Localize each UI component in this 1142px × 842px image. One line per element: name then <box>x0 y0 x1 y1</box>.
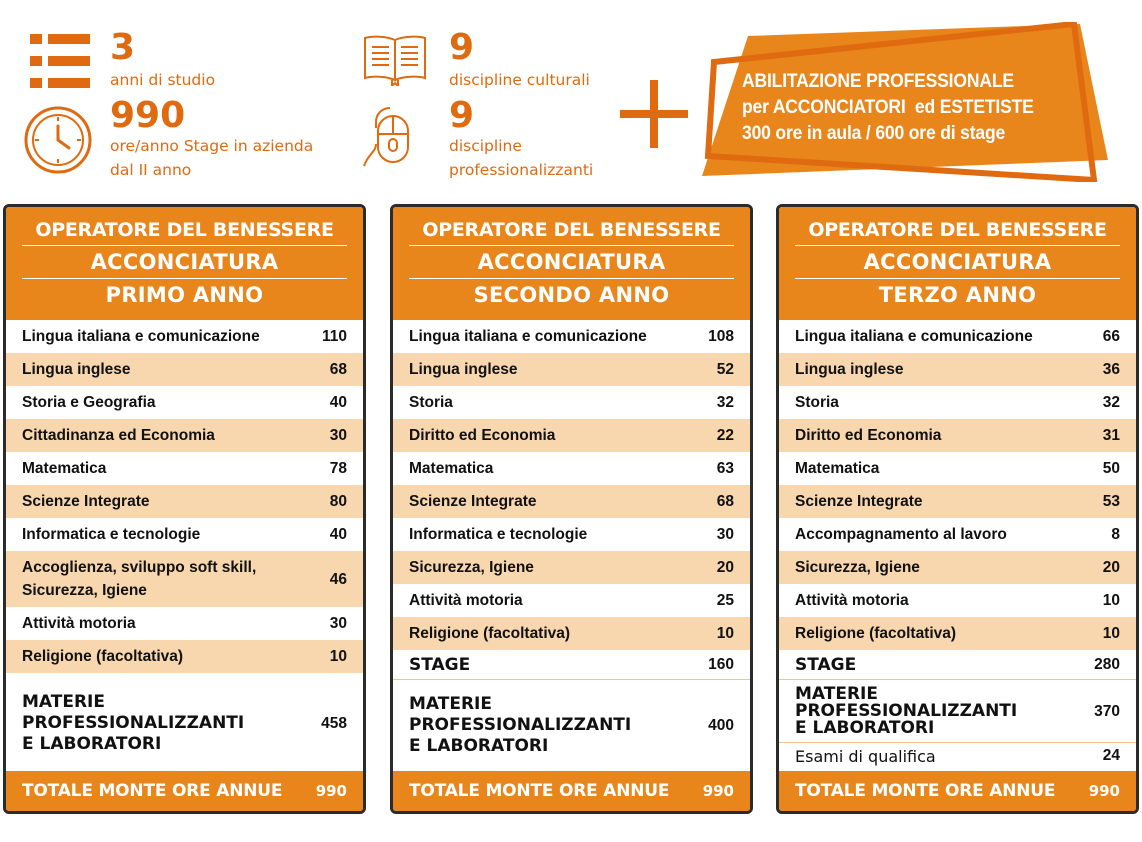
row-value: 32 <box>1102 393 1120 411</box>
table-row <box>779 617 1136 650</box>
materie-value: 370 <box>1094 702 1120 720</box>
table-title-spec: ACCONCIATURA <box>90 250 279 274</box>
table-row <box>779 386 1136 419</box>
table-row <box>6 640 363 673</box>
total-label: TOTALE MONTE ORE ANNUE <box>409 781 670 801</box>
table-row <box>393 485 750 518</box>
row-label: Attività motoria <box>409 591 523 609</box>
row-label: Attività motoria <box>795 591 909 609</box>
row-label: Accompagnamento al lavoro <box>795 525 1007 543</box>
row-label: Diritto ed Economia <box>795 426 942 444</box>
row-label: Matematica <box>409 459 494 477</box>
row-value: 80 <box>329 492 347 510</box>
row-value: 53 <box>1102 492 1120 510</box>
table-row <box>393 353 750 386</box>
mouse-icon <box>362 104 428 170</box>
row-value: 20 <box>1102 558 1120 576</box>
table-row <box>779 452 1136 485</box>
row-label: Scienze Integrate <box>22 492 150 510</box>
row-label: Lingua italiana e comunicazione <box>409 327 647 345</box>
row-value: 50 <box>1102 459 1120 477</box>
materie-value: 400 <box>708 716 734 734</box>
row-value: 31 <box>1102 426 1120 444</box>
table-row <box>6 320 363 353</box>
cultural-label: discipline culturali <box>449 71 590 89</box>
total-value: 990 <box>1088 782 1120 800</box>
table-row <box>6 551 363 607</box>
row-label: Accoglienza, sviluppo soft skill, Sicurezza, Igiene <box>22 559 257 599</box>
table-title-year: PRIMO ANNO <box>105 283 264 307</box>
table-row <box>393 617 750 650</box>
stage-value: 280 <box>1094 655 1120 673</box>
table-row <box>393 518 750 551</box>
table-primo-anno <box>3 204 366 814</box>
table-title-spec: ACCONCIATURA <box>863 250 1052 274</box>
row-value: 10 <box>716 624 734 642</box>
list-icon <box>30 34 90 88</box>
row-label: Religione (facoltativa) <box>795 624 957 642</box>
row-label: Cittadinanza ed Economia <box>22 426 215 444</box>
hours-label-line1: ore/anno Stage in azienda <box>110 137 314 155</box>
row-label: Scienze Integrate <box>409 492 537 510</box>
materie-line3: E LABORATORI <box>795 717 935 738</box>
professional-label-line1: discipline <box>449 137 522 155</box>
clock-icon <box>22 104 94 176</box>
table-row <box>779 584 1136 617</box>
table-title-year: SECONDO ANNO <box>473 283 670 307</box>
table-title-course: OPERATORE DEL BENESSERE <box>422 219 721 241</box>
exam-label: Esami di qualifica <box>795 746 936 766</box>
table-row <box>6 386 363 419</box>
row-label: Informatica e tecnologie <box>22 525 201 543</box>
stage-row <box>393 650 750 680</box>
table-row <box>6 419 363 452</box>
table-title-course: OPERATORE DEL BENESSERE <box>35 219 334 241</box>
table-header <box>6 207 363 320</box>
materie-line3: E LABORATORI <box>409 735 549 756</box>
row-value: 30 <box>329 614 347 632</box>
materie-label <box>409 694 690 757</box>
row-label: Matematica <box>795 459 880 477</box>
row-value: 78 <box>329 459 347 477</box>
abilitazione-text <box>742 68 1034 146</box>
stage-label: STAGE <box>795 654 857 675</box>
row-label: Diritto ed Economia <box>409 426 556 444</box>
hours-label-line2: dal II anno <box>110 161 192 179</box>
row-value: 36 <box>1102 360 1120 378</box>
materie-row <box>393 680 750 770</box>
row-value: 8 <box>1111 525 1120 543</box>
abilitazione-line3: 300 ore in aula / 600 ore di stage <box>742 122 1006 144</box>
row-value: 108 <box>708 327 734 345</box>
row-value: 68 <box>716 492 734 510</box>
table-row <box>393 584 750 617</box>
materie-row <box>779 680 1136 742</box>
row-value: 22 <box>716 426 734 444</box>
table-title-course: OPERATORE DEL BENESSERE <box>808 219 1107 241</box>
row-label: Matematica <box>22 459 107 477</box>
row-value: 10 <box>1102 591 1120 609</box>
table-row <box>6 607 363 640</box>
materie-line1: MATERIE <box>22 691 105 712</box>
abilitazione-line2: per ACCONCIATORI ed ESTETISTE <box>742 96 1034 118</box>
row-label: Lingua inglese <box>409 360 518 378</box>
hours-value: 990 <box>110 95 186 136</box>
table-row <box>393 386 750 419</box>
materie-label <box>22 692 303 755</box>
row-value: 25 <box>716 591 734 609</box>
table-title-spec: ACCONCIATURA <box>477 250 666 274</box>
table-header <box>779 207 1136 320</box>
years-value: 3 <box>110 27 136 68</box>
table-row <box>779 518 1136 551</box>
row-value: 66 <box>1102 327 1120 345</box>
row-value: 110 <box>321 327 347 345</box>
row-label: Sicurezza, Igiene <box>409 558 534 576</box>
professional-value: 9 <box>449 95 475 136</box>
row-label: Lingua italiana e comunicazione <box>795 327 1033 345</box>
table-row <box>779 485 1136 518</box>
table-row <box>393 320 750 353</box>
materie-line1: MATERIE <box>409 693 492 714</box>
row-value: 20 <box>716 558 734 576</box>
stage-row <box>779 650 1136 680</box>
total-label: TOTALE MONTE ORE ANNUE <box>22 781 283 801</box>
materie-line2: PROFESSIONALIZZANTI <box>409 714 632 735</box>
table-total <box>6 771 363 811</box>
total-value: 990 <box>315 782 347 800</box>
row-label: Storia <box>409 393 453 411</box>
table-row <box>6 452 363 485</box>
professional-label-line2: professionalizzanti <box>449 161 594 179</box>
table-secondo-anno <box>390 204 753 814</box>
row-label: Religione (facoltativa) <box>409 624 571 642</box>
materie-line2: PROFESSIONALIZZANTI <box>22 712 245 733</box>
row-value: 68 <box>329 360 347 378</box>
row-value: 30 <box>716 525 734 543</box>
row-value: 46 <box>329 570 347 588</box>
row-value: 30 <box>329 426 347 444</box>
total-label: TOTALE MONTE ORE ANNUE <box>795 781 1056 801</box>
stage-label: STAGE <box>409 654 471 675</box>
row-value: 63 <box>716 459 734 477</box>
row-label: Storia <box>795 393 839 411</box>
row-value: 32 <box>716 393 734 411</box>
book-icon <box>362 34 428 86</box>
row-label: Informatica e tecnologie <box>409 525 588 543</box>
row-label: Storia e Geografia <box>22 393 156 411</box>
table-row <box>6 518 363 551</box>
row-value: 40 <box>329 393 347 411</box>
plus-icon <box>620 80 688 148</box>
materie-value: 458 <box>321 714 347 732</box>
table-row <box>6 485 363 518</box>
table-row <box>393 452 750 485</box>
row-value: 52 <box>716 360 734 378</box>
abilitazione-line1: ABILITAZIONE PROFESSIONALE <box>742 70 1014 92</box>
cultural-value: 9 <box>449 27 475 68</box>
table-header <box>393 207 750 320</box>
table-total <box>779 771 1136 811</box>
table-total <box>393 771 750 811</box>
table-row <box>393 551 750 584</box>
years-label: anni di studio <box>110 71 216 89</box>
table-row <box>779 551 1136 584</box>
materie-row <box>6 673 363 773</box>
table-row <box>393 419 750 452</box>
row-label: Lingua inglese <box>795 360 904 378</box>
row-label: Religione (facoltativa) <box>22 647 184 665</box>
table-row <box>779 320 1136 353</box>
stage-value: 160 <box>708 655 734 673</box>
row-label: Lingua italiana e comunicazione <box>22 327 260 345</box>
materie-line1: MATERIE <box>795 683 878 704</box>
exam-row <box>779 742 1136 769</box>
row-value: 10 <box>1102 624 1120 642</box>
row-value: 40 <box>329 525 347 543</box>
table-title-year: TERZO ANNO <box>878 283 1037 307</box>
row-label: Scienze Integrate <box>795 492 923 510</box>
materie-line2: PROFESSIONALIZZANTI <box>795 700 1018 721</box>
row-label: Lingua inglese <box>22 360 131 378</box>
row-label: Sicurezza, Igiene <box>795 558 920 576</box>
row-label: Attività motoria <box>22 614 136 632</box>
table-row <box>779 419 1136 452</box>
table-row <box>6 353 363 386</box>
row-value: 10 <box>329 647 347 665</box>
materie-label <box>795 683 1076 738</box>
table-row <box>779 353 1136 386</box>
exam-value: 24 <box>1102 747 1120 764</box>
table-terzo-anno <box>776 204 1139 814</box>
materie-line3: E LABORATORI <box>22 733 162 754</box>
total-value: 990 <box>702 782 734 800</box>
